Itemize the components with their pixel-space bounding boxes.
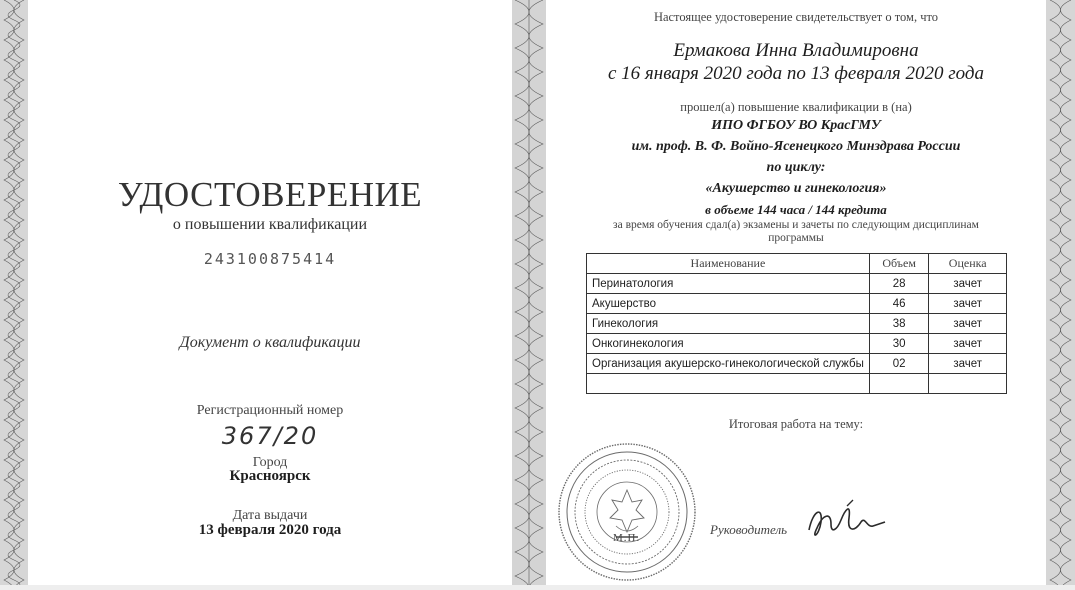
exams-text-continued: программы <box>768 232 824 244</box>
city-label: Город <box>252 455 288 470</box>
discipline-grade <box>929 374 1007 394</box>
table-row <box>587 334 1007 354</box>
discipline-name <box>587 374 870 394</box>
guilloche-pattern <box>512 0 546 585</box>
final-work-label: Итоговая работа на тему: <box>728 417 864 431</box>
study-period: с 16 января 2020 года по 13 февраля 2020 года <box>608 63 984 84</box>
certificate-title: УДОСТОВЕРЕНИЕ <box>117 175 423 214</box>
column-header-grade: Оценка <box>929 254 1007 274</box>
city-value: Красноярск <box>229 468 311 484</box>
column-header-volume: Объем <box>869 254 929 274</box>
official-seal <box>556 436 698 590</box>
registration-number-label: Регистрационный номер <box>196 403 344 418</box>
discipline-grade: зачет <box>929 354 1007 374</box>
discipline-volume: 02 <box>869 354 929 374</box>
center-decorative-border <box>512 0 546 585</box>
table-row <box>587 374 1007 394</box>
discipline-name: Гинекология <box>587 314 870 334</box>
discipline-grade: зачет <box>929 334 1007 354</box>
certificate-subtitle: о повышении квалификации <box>172 216 368 233</box>
discipline-volume <box>869 374 929 394</box>
cycle-label: по циклу: <box>766 160 826 175</box>
certificate-cover-page <box>28 0 512 585</box>
head-label: Руководитель <box>710 522 788 537</box>
column-header-name: Наименование <box>587 254 870 274</box>
table-row <box>587 314 1007 334</box>
discipline-name: Перинатология <box>587 274 870 294</box>
passed-text: прошел(а) повышение квалификации в (на) <box>680 100 912 114</box>
document-number: 243100875414 <box>203 250 337 268</box>
institution-name: ИПО ФГБОУ ВО КрасГМУ <box>711 118 881 133</box>
intro-text: Настоящее удостоверение свидетельствует о том, что <box>653 10 939 24</box>
left-decorative-border <box>0 0 28 585</box>
certificate-details-page <box>546 0 1046 585</box>
table-row <box>587 354 1007 374</box>
institution-full-name: им. проф. В. Ф. Войно-Ясенецкого Минздрава России <box>631 139 961 154</box>
discipline-grade: зачет <box>929 274 1007 294</box>
discipline-grade: зачет <box>929 294 1007 314</box>
discipline-volume: 30 <box>869 334 929 354</box>
guilloche-pattern <box>0 0 28 585</box>
table-row <box>587 294 1007 314</box>
discipline-volume: 38 <box>869 314 929 334</box>
table-header-row <box>587 254 1007 274</box>
issue-date-label: Дата выдачи <box>232 508 308 523</box>
discipline-volume: 46 <box>869 294 929 314</box>
discipline-grade: зачет <box>929 314 1007 334</box>
document-type: Документ о квалификации <box>179 334 361 351</box>
course-name: «Акушерство и гинекология» <box>705 181 887 196</box>
discipline-name: Организация акушерско-гинекологической службы <box>587 354 870 374</box>
registration-number: 367/20 <box>221 422 319 450</box>
signature <box>801 492 891 557</box>
exams-text: за время обучения сдал(а) экзамены и зачеты по следующим дисциплинам <box>613 219 979 231</box>
issue-date: 13 февраля 2020 года <box>198 522 342 538</box>
discipline-name: Онкогинекология <box>587 334 870 354</box>
signature-icon <box>801 492 891 552</box>
course-volume: в объеме 144 часа / 144 кредита <box>705 202 887 217</box>
table-row <box>587 274 1007 294</box>
discipline-volume: 28 <box>869 274 929 294</box>
guilloche-pattern <box>1046 0 1075 585</box>
seal-icon <box>556 436 698 585</box>
right-decorative-border <box>1046 0 1075 585</box>
disciplines-table <box>586 253 1007 394</box>
person-name: Ермакова Инна Владимировна <box>673 40 919 61</box>
stamp-label: М.П. <box>613 532 641 544</box>
discipline-name: Акушерство <box>587 294 870 314</box>
